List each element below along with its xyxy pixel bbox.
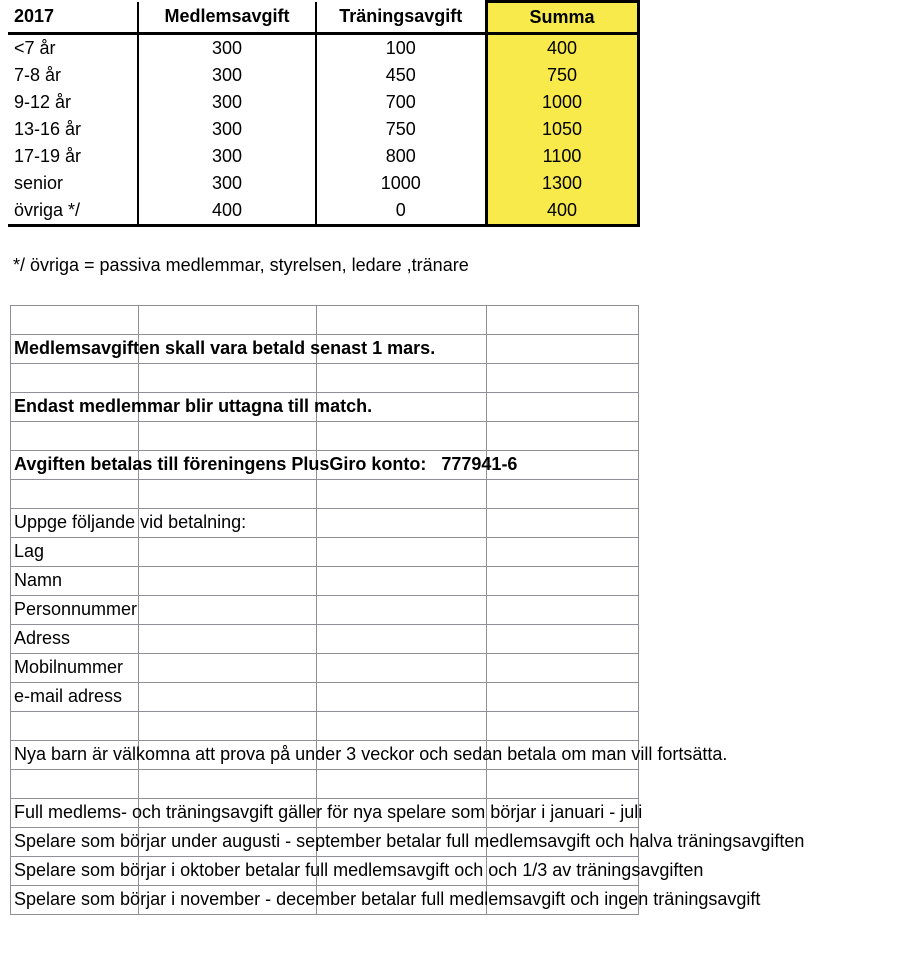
medlemsavgift-cell: 300: [138, 116, 316, 143]
summa-cell: 1300: [486, 170, 638, 197]
field-label-email: e-mail adress: [14, 686, 123, 706]
fee-table-header-row: [8, 2, 638, 34]
plusgiro-account-note: Avgiften betalas till föreningens PlusGiro konto: 777941-6: [14, 454, 518, 474]
fee-row-13-16: [8, 116, 638, 143]
category-cell: <7 år: [8, 34, 138, 63]
medlemsavgift-cell: 300: [138, 143, 316, 170]
fee-rule-januari-juli: Full medlems- och träningsavgift gäller för nya spelare som börjar i januari - juli: [14, 802, 643, 822]
info-grid: [10, 305, 805, 915]
traningsavgift-cell: 750: [316, 116, 486, 143]
traningsavgift-cell: 100: [316, 34, 486, 63]
category-cell: 7-8 år: [8, 62, 138, 89]
traningsavgift-cell: 0: [316, 197, 486, 226]
fee-row-9-12: [8, 89, 638, 116]
traningsavgift-cell: 800: [316, 143, 486, 170]
medlemsavgift-cell: 400: [138, 197, 316, 226]
fee-row-under7: [8, 34, 638, 63]
year-header-cell: 2017: [8, 2, 138, 34]
summa-cell: 400: [486, 197, 638, 226]
category-cell: senior: [8, 170, 138, 197]
ovriga-footnote: */ övriga = passiva medlemmar, styrelsen, ledare ,tränare: [13, 255, 469, 275]
category-cell: 17-19 år: [8, 143, 138, 170]
members-match-note: Endast medlemmar blir uttagna till match.: [14, 396, 373, 416]
field-label-lag: Lag: [14, 541, 45, 561]
summa-cell: 1050: [486, 116, 638, 143]
fee-row-17-19: [8, 143, 638, 170]
fee-table: [8, 0, 640, 227]
summa-cell: 400: [486, 34, 638, 63]
fee-row-ovriga: [8, 197, 638, 226]
field-label-adress: Adress: [14, 628, 71, 648]
summa-cell: 1100: [486, 143, 638, 170]
category-cell: 9-12 år: [8, 89, 138, 116]
trial-period-note: Nya barn är välkomna att prova på under 3 veckor och sedan betala om man vill fortsätta.: [14, 744, 728, 764]
medlemsavgift-cell: 300: [138, 34, 316, 63]
summa-cell: 750: [486, 62, 638, 89]
payment-deadline-note: Medlemsavgiften skall vara betald senast 1 mars.: [14, 338, 436, 358]
medlemsavgift-cell: 300: [138, 170, 316, 197]
fee-rule-augusti-september: Spelare som börjar under augusti - september betalar full medlemsavgift och halva träningsavgiften: [14, 831, 805, 851]
summa-cell: 1000: [486, 89, 638, 116]
category-cell: 13-16 år: [8, 116, 138, 143]
fee-row-senior: [8, 170, 638, 197]
medlemsavgift-cell: 300: [138, 62, 316, 89]
traningsavgift-header-cell: Träningsavgift: [316, 2, 486, 34]
fee-rule-oktober: Spelare som börjar i oktober betalar full medlemsavgift och och 1/3 av träningsavgiften: [14, 860, 704, 880]
category-cell: övriga */: [8, 197, 138, 226]
summa-header-cell: Summa: [486, 2, 638, 34]
fee-row-7-8: [8, 62, 638, 89]
traningsavgift-cell: 1000: [316, 170, 486, 197]
fee-rule-november-december: Spelare som börjar i november - december betalar full medlemsavgift och ingen träningsavgift: [14, 889, 761, 909]
field-label-namn: Namn: [14, 570, 63, 590]
field-label-mobilnummer: Mobilnummer: [14, 657, 124, 677]
medlemsavgift-cell: 300: [138, 89, 316, 116]
field-label-personnummer: Personnummer: [14, 599, 138, 619]
payment-details-heading: Uppge följande vid betalning:: [14, 512, 247, 532]
traningsavgift-cell: 700: [316, 89, 486, 116]
medlemsavgift-header-cell: Medlemsavgift: [138, 2, 316, 34]
traningsavgift-cell: 450: [316, 62, 486, 89]
